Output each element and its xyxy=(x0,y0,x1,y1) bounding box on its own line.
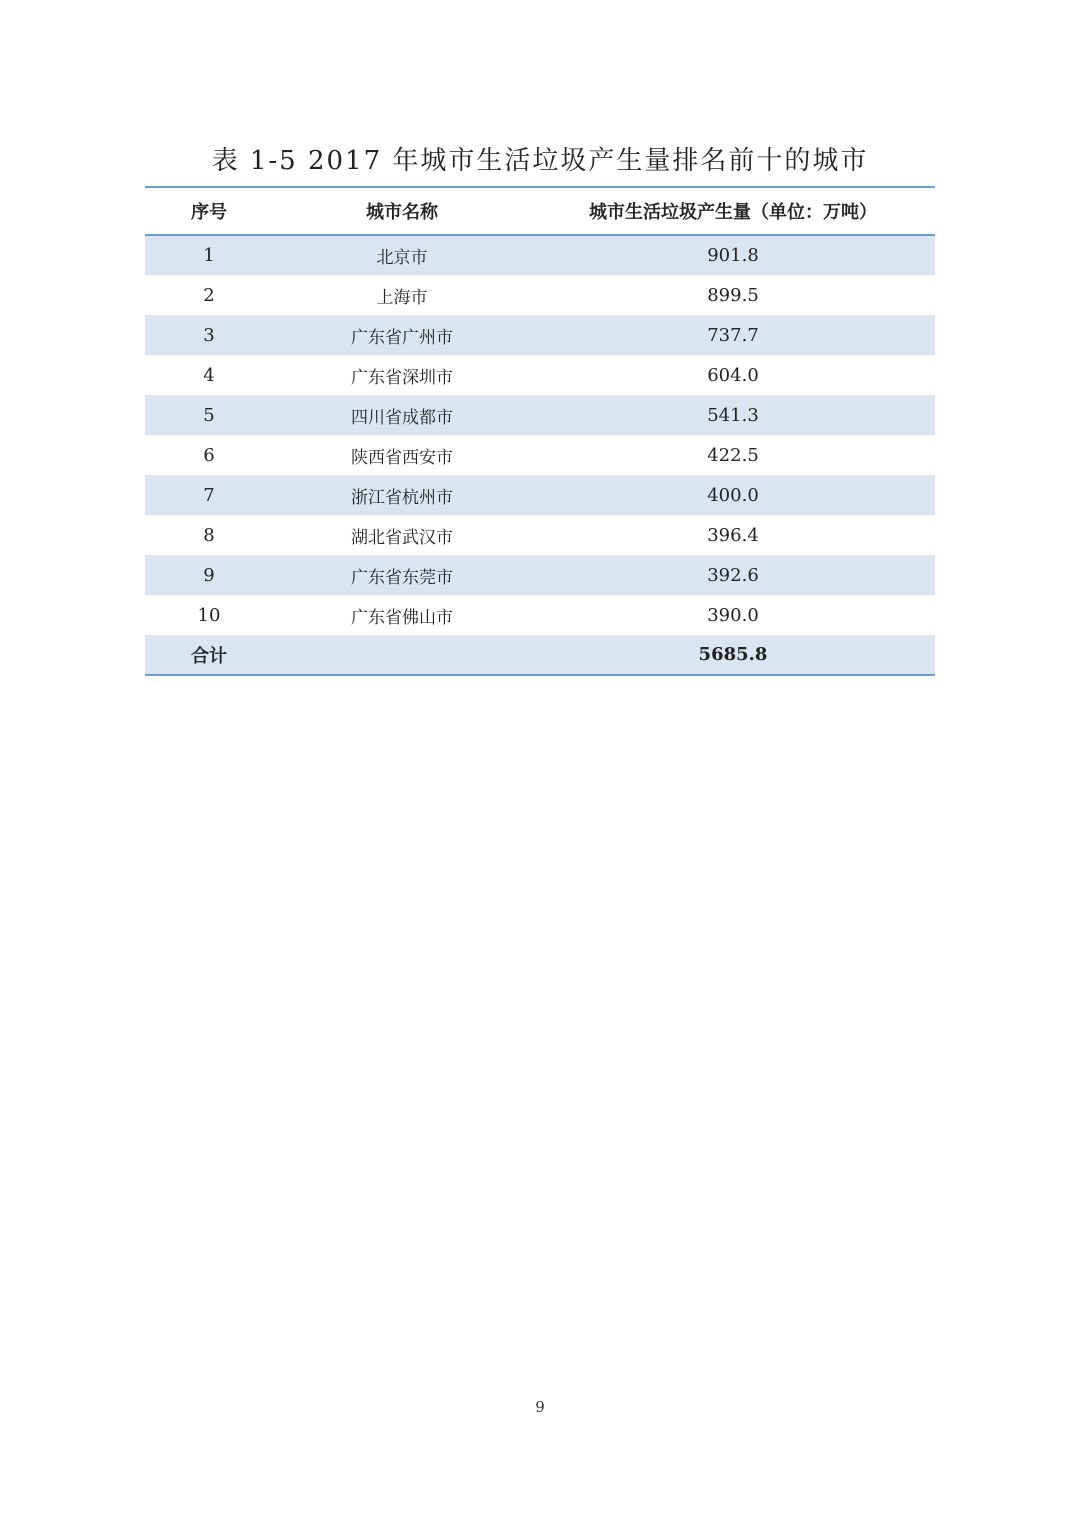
cell-rank: 5 xyxy=(203,404,215,426)
table-row xyxy=(145,315,935,355)
cell-city: 浙江省杭州市 xyxy=(351,487,453,508)
table-row xyxy=(145,395,935,435)
cell-rank: 6 xyxy=(203,444,215,466)
table-row xyxy=(145,515,935,555)
table-header-row xyxy=(145,187,935,235)
cell-rank: 9 xyxy=(203,564,215,586)
cell-amount: 901.8 xyxy=(707,245,759,266)
data-table-container xyxy=(145,186,935,676)
cell-rank: 1 xyxy=(203,245,215,266)
cell-city: 广东省深圳市 xyxy=(351,367,453,388)
cell-amount: 899.5 xyxy=(707,284,759,306)
cell-amount: 390.0 xyxy=(707,604,759,626)
cell-rank: 2 xyxy=(203,284,215,306)
cell-amount: 422.5 xyxy=(707,444,759,466)
cell-city: 广东省东莞市 xyxy=(351,567,453,588)
cell-amount: 541.3 xyxy=(707,404,759,426)
data-table xyxy=(145,186,935,676)
header-rank: 序号 xyxy=(191,202,227,223)
cell-rank: 3 xyxy=(203,324,215,346)
cell-city: 陕西省西安市 xyxy=(351,447,453,468)
total-label: 合计 xyxy=(191,645,227,667)
cell-city: 四川省成都市 xyxy=(351,407,453,428)
table-row xyxy=(145,235,935,275)
table-total-row xyxy=(145,635,935,675)
cell-rank: 4 xyxy=(203,364,215,386)
header-city: 城市名称 xyxy=(366,202,438,223)
cell-city: 广东省广州市 xyxy=(351,327,453,348)
cell-amount: 737.7 xyxy=(707,324,759,346)
cell-amount: 392.6 xyxy=(707,564,759,586)
total-empty-cell xyxy=(273,635,531,675)
table-row xyxy=(145,475,935,515)
cell-amount: 396.4 xyxy=(707,524,759,546)
table-row xyxy=(145,275,935,315)
cell-city: 上海市 xyxy=(376,287,428,308)
cell-amount: 604.0 xyxy=(707,364,759,386)
page-title: 表 1-5 2017 年城市生活垃圾产生量排名前十的城市 xyxy=(211,146,869,176)
cell-amount: 400.0 xyxy=(707,484,759,506)
cell-city: 北京市 xyxy=(376,248,428,268)
total-amount: 5685.8 xyxy=(698,644,768,665)
cell-city: 湖北省武汉市 xyxy=(351,527,453,548)
cell-rank: 7 xyxy=(203,484,215,506)
cell-city: 广东省佛山市 xyxy=(351,607,453,628)
table-row xyxy=(145,595,935,635)
cell-rank: 10 xyxy=(197,604,221,626)
page-number: 9 xyxy=(535,1398,545,1416)
table-row xyxy=(145,555,935,595)
header-amount: 城市生活垃圾产生量（单位：万吨） xyxy=(589,202,877,223)
cell-rank: 8 xyxy=(203,524,215,546)
table-row xyxy=(145,355,935,395)
table-row xyxy=(145,435,935,475)
